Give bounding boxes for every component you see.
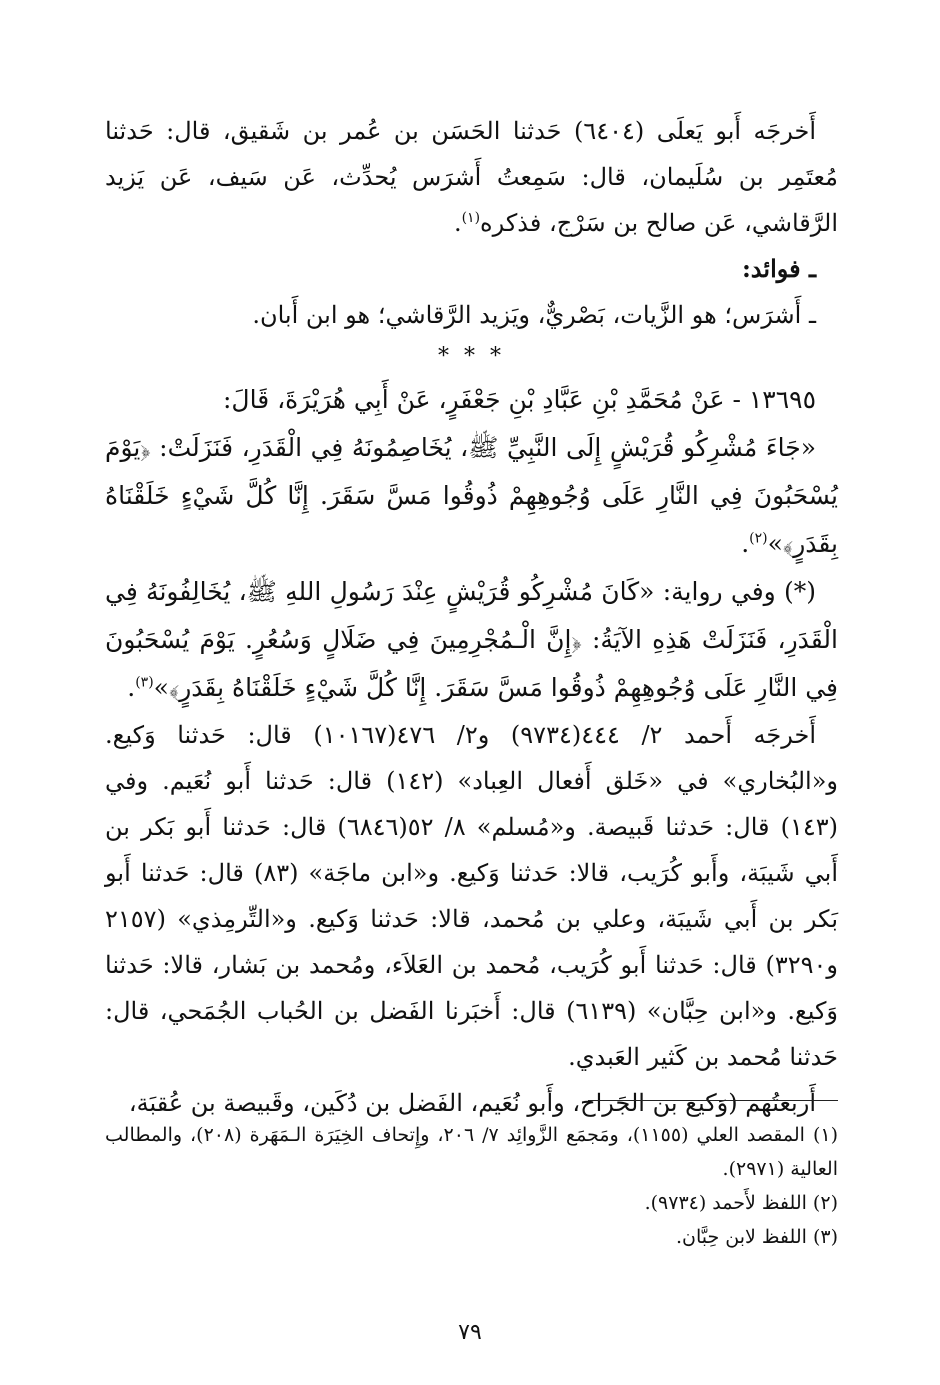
fawaid-item: ـ أَشرَس؛ هو الزَّيات، بَصْريٌّ، ويَزيد الرَّقاشي؛ هو ابن أَبان. xyxy=(252,301,816,329)
footnote-divider xyxy=(588,1100,838,1101)
takhrij-paragraph: أَخرجَه أَحمد ٢/ ٤٤٤(٩٧٣٤) و٢/ ٤٧٦(١٠١٦٧) قال: حَدثنا وَكيع. و«البُخاري» في «خَلق أَفعال العِباد» (١٤٢) قال: حَدثنا أَبو نُعَيم. وفي (١٤٣) قال: حَدثنا قَبيصة. و«مُسلم» ٨/ ٥٢(٦٨٤٦) قال: حَدثنا أَبو بَكر بن أَبي شَيبَة، وأَبو كُرَيب، قالا: حَدثنا وَكيع. و«ابن ماجَة» (٨٣) قال: حَدثنا أَبو بَكر بن أَبي شَيبَة، وعلي بن مُحمد، قالا: حَدثنا وَكيع. و«التِّرمِذي» (٢١٥٧ و٣٢٩٠) قال: حَدثنا أَبو كُرَيب، مُحمد بن العَلاَء، ومُحمد بن بَشار، قالا: حَدثنا وَكيع. و«ابن حِبَّان» (٦١٣٩) قال: أَخبَرنا الفَضل بن الحُباب الجُمَحي، قال: حَدثنا مُحمد بن كَثير العَبدي. xyxy=(105,721,839,1071)
hadith-text: «جَاءَ مُشْرِكُو قُرَيْشٍ إِلَى النَّبِيِّ ﷺ، يُخَاصِمُونَهُ فِي الْقَدَرِ، فَنَزَلَتْ: ﴿يَوْمَ يُسْحَبُونَ فِي النَّارِ عَلَى وُجُوهِهِمْ ذُوقُوا مَسَّ سَقَرَ. إِنَّا كُلَّ شَيْءٍ خَلَقْنَاهُ بِقَدَرٍ﴾»$^{(٢)}$. xyxy=(105,433,838,558)
arbaatuhum-paragraph: أَربعتُهم (وَكيع بن الجَراح، وأَبو نُعَيم، الفَضل بن دُكَين، وقَبيصة بن عُقبَة، xyxy=(128,1089,816,1117)
hadith-header: ١٣٦٩٥ - عَنْ مُحَمَّدِ بْنِ عَبَّادِ بْنِ جَعْفَرٍ، عَنْ أَبِي هُرَيْرَةَ، قَالَ: xyxy=(222,385,816,414)
footnote-3: (٣) اللفظ لابن حِبَّان. xyxy=(675,1226,838,1248)
main-text xyxy=(105,108,838,1126)
footnote-1: (١) المقصد العلي (١١٥٥)، ومَجمَع الزَّوائِد ٧/ ٢٠٦، وإِتحاف الخِيَرَة الـمَهَرة (٢٠٨)، والمطالب العالية (٢٩٧١). xyxy=(105,1124,838,1180)
page-number: ٧٩ xyxy=(458,1320,482,1345)
intro-text: أَخرجَه أَبو يَعلَى (٦٤٠٤) حَدثنا الحَسَن بن عُمر بن شَقيق، قال: حَدثنا مُعتَمِر بن سُلَيمان، قال: سَمِعتُ أَشرَس يُحدِّث، عَن سَيف، عَن يَزيد الرَّقاشي، عَن صالح بن سَرْج، فذكره xyxy=(105,117,838,237)
intro-paragraph: أَخرجَه أَبو يَعلَى (٦٤٠٤) حَدثنا الحَسَن بن عُمر بن شَقيق، قال: حَدثنا مُعتَمِر بن سُلَيمان، قال: سَمِعتُ أَشرَس يُحدِّث، عَن سَيف، عَن يَزيد الرَّقاشي، عَن صالح بن سَرْج، فذكره$^{(١)}$. xyxy=(105,117,838,237)
footnotes xyxy=(105,1118,838,1254)
footnote-ref-3: (٣) xyxy=(135,674,154,691)
footnote-2: (٢) اللفظ لأَحمد (٩٧٣٤). xyxy=(644,1192,838,1214)
fawaid-heading: ـ فوائد: xyxy=(741,254,816,283)
footnote-ref-1: (١) xyxy=(461,210,481,226)
riwaya-body: (*) وفي رواية: «كَانَ مُشْرِكُو قُرَيْشٍ عِنْدَ رَسُولِ اللهِ ﷺ، يُخَالِفُونَهُ فِي الْقَدَرِ، فَنَزَلَتْ هَذِهِ الآيَةُ: ﴿إِنَّ الْـمُجْرِمِينَ فِي ضَلَالٍ وَسُعُرٍ. يَوْمَ يُسْحَبُونَ فِي النَّارِ عَلَى وُجُوهِهِمْ ذُوقُوا مَسَّ سَقَرَ. إِنَّا كُلَّ شَيْءٍ خَلَقْنَاهُ بِقَدَرٍ﴾» xyxy=(105,577,838,702)
riwaya-text: (*) وفي رواية: «كَانَ مُشْرِكُو قُرَيْشٍ عِنْدَ رَسُولِ اللهِ ﷺ، يُخَالِفُونَهُ فِي الْقَدَرِ، فَنَزَلَتْ هَذِهِ الآيَةُ: ﴿إِنَّ الْـمُجْرِمِينَ فِي ضَلَالٍ وَسُعُرٍ. يَوْمَ يُسْحَبُونَ فِي النَّارِ عَلَى وُجُوهِهِمْ ذُوقُوا مَسَّ سَقَرَ. إِنَّا كُلَّ شَيْءٍ خَلَقْنَاهُ بِقَدَرٍ﴾»$^{(٣)}$. xyxy=(105,577,838,702)
hadith-body: «جَاءَ مُشْرِكُو قُرَيْشٍ إِلَى النَّبِيِّ ﷺ، يُخَاصِمُونَهُ فِي الْقَدَرِ، فَنَزَلَتْ: ﴿يَوْمَ يُسْحَبُونَ فِي النَّارِ عَلَى وُجُوهِهِمْ ذُوقُوا مَسَّ سَقَرَ. إِنَّا كُلَّ شَيْءٍ خَلَقْنَاهُ بِقَدَرٍ﴾» xyxy=(105,433,838,558)
footnote-ref-2: (٢) xyxy=(749,530,768,547)
section-separator: * * * xyxy=(438,344,505,369)
